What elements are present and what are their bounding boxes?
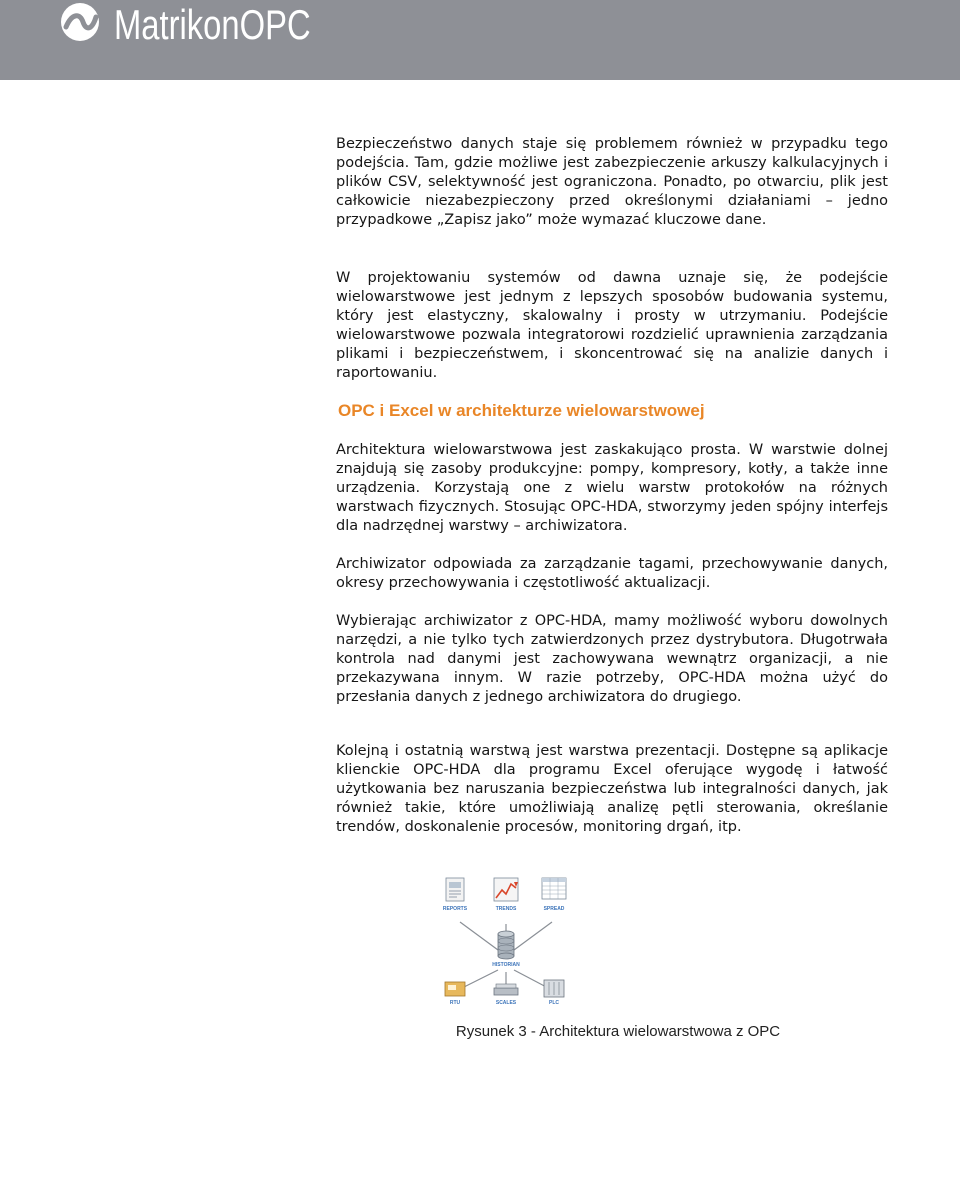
label-rtu: RTU xyxy=(449,1000,461,1006)
architecture-diagram xyxy=(436,872,576,1012)
plc-icon xyxy=(544,980,564,997)
arrow-historian-reports xyxy=(460,922,498,950)
matrikon-swirl-icon xyxy=(56,0,104,48)
label-trends: TRENDS xyxy=(495,906,517,912)
paragraph-architecture: Architektura wielowarstwowa jest zaskakująco prosta. W warstwie dolnej znajdują się zasoby produkcyjne: pompy, kompresory, kotły, a także inne urządzenia. Korzystają one z wielu warstw protokołów na różnych warstwach fizycznych. Stosując OPC-HDA, stworzymy jeden spójny interfejs dla nadrzędnej warstwy – archiwizatora. xyxy=(336,442,888,534)
header-bar xyxy=(0,0,960,80)
historian-database-icon xyxy=(498,931,514,959)
label-plc: PLC xyxy=(549,1000,559,1006)
label-scales: SCALES xyxy=(495,1000,517,1006)
logo-text: MatrikonOPC xyxy=(114,1,311,48)
scales-icon xyxy=(494,984,518,995)
label-historian: HISTORIAN xyxy=(492,962,520,968)
paragraph-choosing-historian: Wybierając archiwizator z OPC-HDA, mamy możliwość wyboru dowolnych narzędzi, a nie tylko tych zatwierdzonych przez dystrybutora. Długotrwała kontrola nad danymi jest zachowywana wewnątrz organizacji, a nie przekazywana innym. W razie potrzeby, OPC-HDA można użyć do przesłania danych z jednego archiwizatora do drugiego. xyxy=(336,613,888,705)
arrow-historian-spread xyxy=(514,922,552,950)
paragraph-multitier-design: W projektowaniu systemów od dawna uznaje się, że podejście wielowarstwowe jest jednym z lepszych sposobów budowania systemu, który jest elastyczny, skalowalny i prosty w utrzymaniu. Podejście wielowarstwowe pozwala integratorowi rozdzielić uprawnienia zarządzania plikami i bezpieczeństwem, i skoncentrować się na analizie danych i raportowaniu. xyxy=(336,270,888,381)
trends-icon xyxy=(494,878,518,901)
reports-icon xyxy=(446,878,464,901)
section-heading: OPC i Excel w architekturze wielowarstwowej xyxy=(338,401,705,420)
rtu-icon xyxy=(445,982,465,996)
label-reports: REPORTS xyxy=(442,906,468,912)
label-spread: SPREAD xyxy=(543,906,565,912)
paragraph-presentation-layer: Kolejną i ostatnią warstwą jest warstwa prezentacji. Dostępne są aplikacje klienckie OPC-HDA dla programu Excel oferujące wygodę i łatwość użytkowania bez naruszania bezpieczeństwa lub integralności danych, jak również takie, które umożliwiają analizę pętli sterowania, określanie trendów, doskonalenie procesów, monitoring drgań, itp. xyxy=(336,743,888,835)
figure-caption: Rysunek 3 - Architektura wielowarstwowa z OPC xyxy=(455,1023,781,1040)
spreadsheet-icon xyxy=(542,878,566,899)
paragraph-security: Bezpieczeństwo danych staje się problemem również w przypadku tego podejścia. Tam, gdzie możliwe jest zabezpieczenie arkuszy kalkulacyjnych i plików CSV, selektywność jest ograniczona. Ponadto, po otwarciu, plik jest całkowicie niezabezpieczony przed określonymi działaniami – jedno przypadkowe „Zapisz jako” może wymazać kluczowe dane. xyxy=(336,136,888,228)
paragraph-historian: Archiwizator odpowiada za zarządzanie tagami, przechowywanie danych, okresy przechowywania i częstotliwość aktualizacji. xyxy=(336,556,888,591)
